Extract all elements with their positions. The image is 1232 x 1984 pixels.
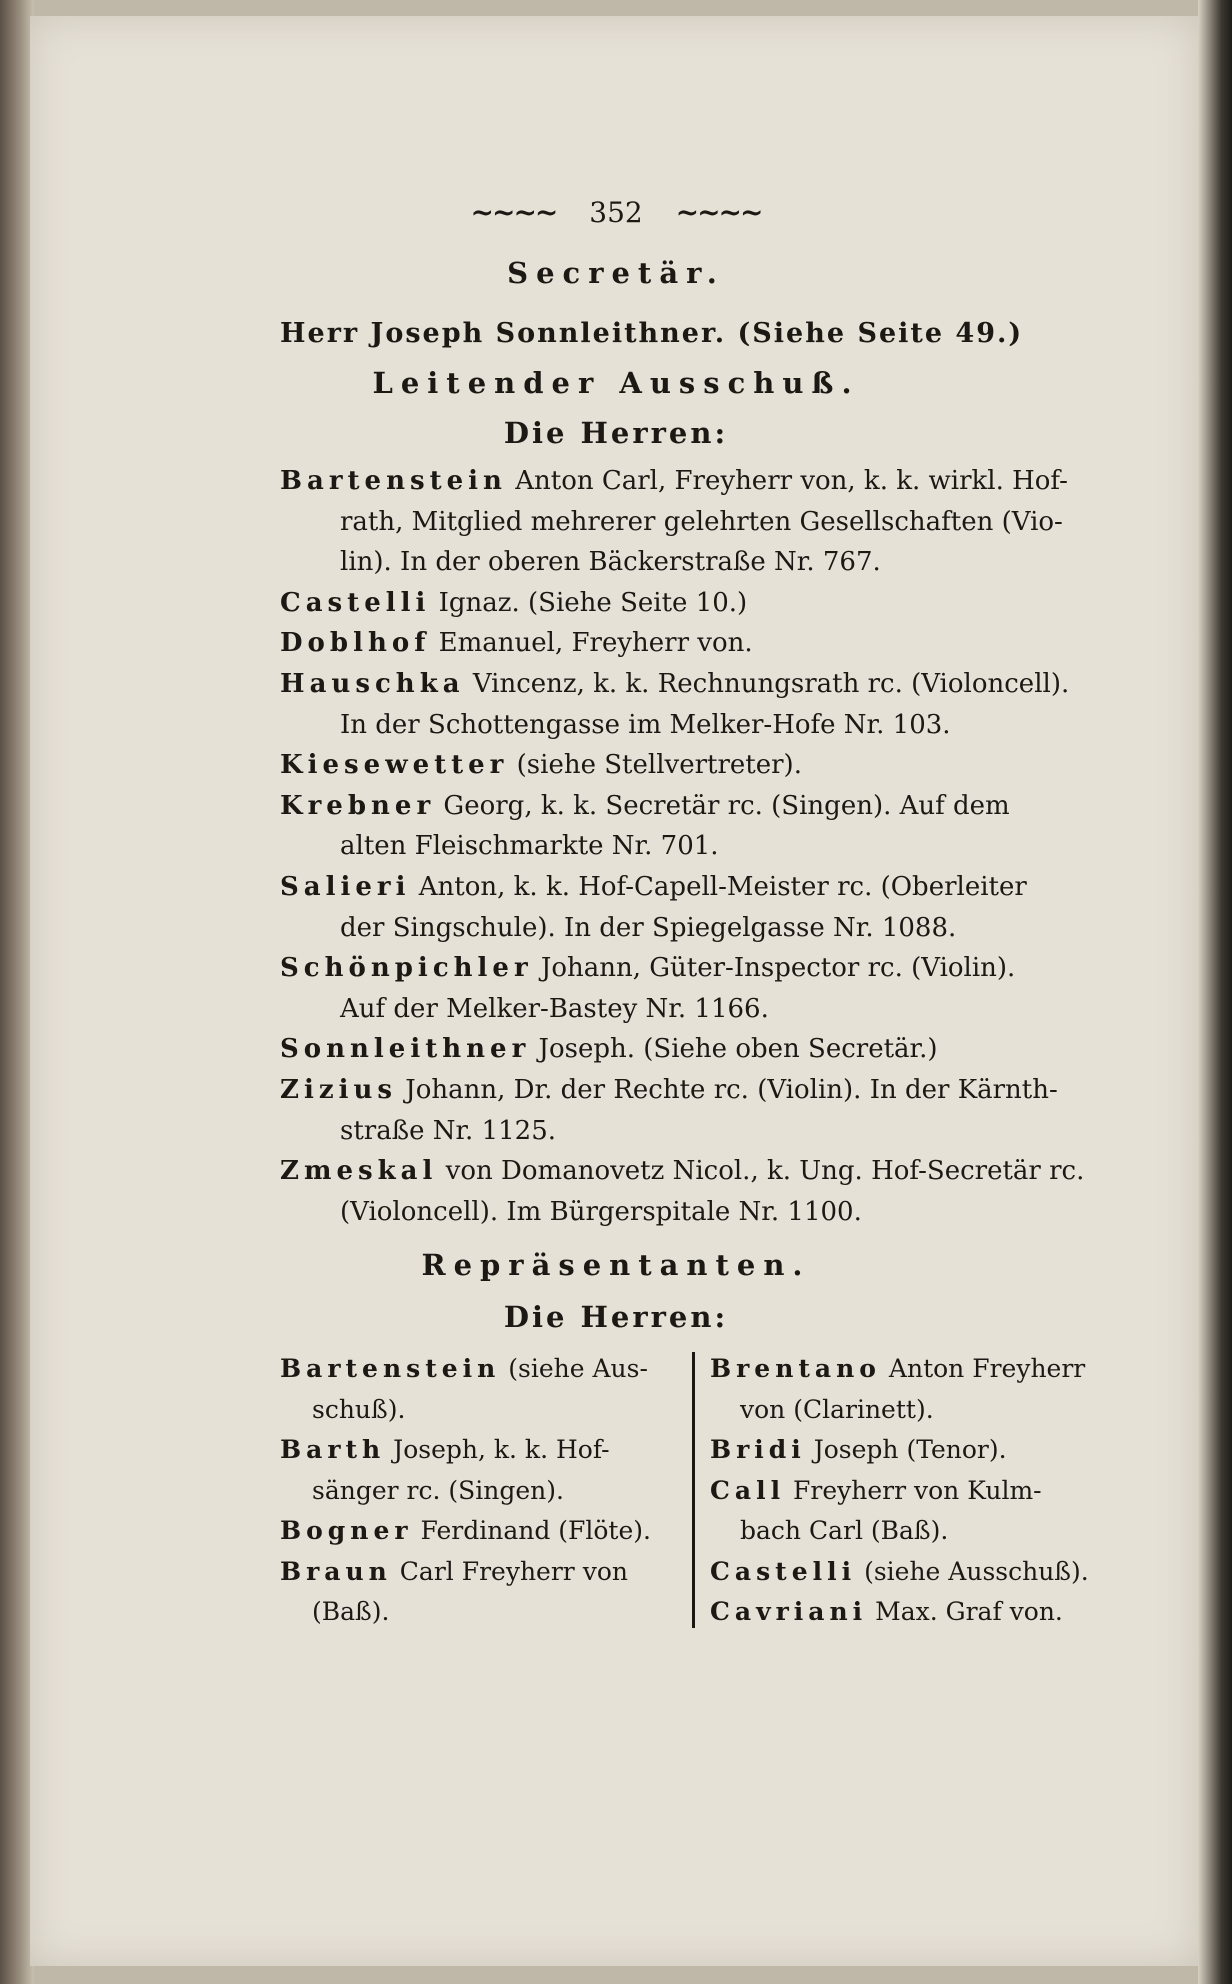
page-edge-shadow xyxy=(1198,0,1232,1984)
entry-text: Joseph (Tenor). xyxy=(805,1435,1007,1464)
right-ornament: ~~~~ xyxy=(675,196,762,229)
entry-text: Max. Graf von. xyxy=(867,1597,1063,1626)
entry-text: Vincenz, k. k. Rechnungsrath rc. (Violoncell). xyxy=(464,669,1070,699)
entry-text: Georg, k. k. Secretär rc. (Singen). Auf dem xyxy=(435,790,1010,821)
page-number: 352 xyxy=(589,196,643,229)
entry-continuation-line: alten Fleischmarkte Nr. 701. xyxy=(340,831,719,862)
entry-continuation-line: In der Schottengasse im Melker-Hofe Nr. 103. xyxy=(340,709,951,740)
entry-first-line xyxy=(280,1516,651,1545)
left-ornament: ~~~~ xyxy=(470,196,557,229)
representatives-subhead: Die Herren: xyxy=(503,1300,729,1334)
entry-name: Sonnleithner xyxy=(280,1034,531,1065)
entry-text: Carl Freyherr von xyxy=(391,1556,628,1586)
entry-name: Krebner xyxy=(280,790,436,821)
entry-first-line xyxy=(280,953,1015,983)
entry-text: Anton Carl, Freyherr von, k. k. wirkl. Hof- xyxy=(506,466,1068,496)
entry-name: Kiesewetter xyxy=(280,750,509,781)
entry-first-line xyxy=(280,750,802,780)
secretary-title: Secretär. xyxy=(507,256,725,290)
entry-name: Hauschka xyxy=(280,669,465,699)
entry-continuation-line: bach Carl (Baß). xyxy=(740,1516,949,1545)
entry-first-line xyxy=(280,628,753,658)
entry-first-line xyxy=(710,1476,1042,1505)
entry-continuation-line: rath, Mitglied mehrerer gelehrten Gesellschaften (Vio- xyxy=(340,506,1063,537)
entry-first-line xyxy=(280,791,1010,821)
entry-first-line xyxy=(280,1435,610,1464)
entry-first-line xyxy=(710,1354,1085,1383)
entry-first-line xyxy=(280,1354,648,1383)
entry-name: Doblhof xyxy=(280,628,431,659)
entry-first-line xyxy=(280,1156,1084,1186)
entry-continuation-line: (Baß). xyxy=(312,1597,390,1626)
committee-subhead: Die Herren: xyxy=(503,416,729,450)
entry-first-line xyxy=(280,1557,628,1586)
entry-name: Bogner xyxy=(280,1516,413,1545)
entry-text: Joseph. (Siehe oben Secretär.) xyxy=(530,1034,938,1065)
entry-text: Johann, Dr. der Rechte rc. (Violin). In der Kärnth- xyxy=(397,1075,1058,1105)
entry-continuation-line: Auf der Melker-Bastey Nr. 1166. xyxy=(340,993,769,1024)
entry-first-line xyxy=(280,466,1068,496)
page-header xyxy=(0,196,1232,229)
entry-name: Salieri xyxy=(280,872,411,902)
entry-text: (siehe Ausschuß). xyxy=(856,1556,1089,1586)
representatives-title: Repräsentanten. xyxy=(421,1248,811,1282)
entry-name: Barth xyxy=(280,1435,386,1464)
entry-name: Bridi xyxy=(710,1435,806,1464)
entry-first-line xyxy=(710,1597,1063,1626)
entry-text: von Domanovetz Nicol., k. Ung. Hof-Secretär rc. xyxy=(437,1156,1085,1187)
entry-continuation-line: (Violoncell). Im Bürgerspitale Nr. 1100. xyxy=(340,1196,862,1227)
entry-first-line xyxy=(280,872,1027,902)
entry-continuation-line: schuß). xyxy=(312,1394,406,1424)
entry-text: Ignaz. (Siehe Seite 10.) xyxy=(430,587,748,618)
entry-continuation-line: der Singschule). In der Spiegelgasse Nr. 1088. xyxy=(340,912,957,943)
entry-text: Anton, k. k. Hof-Capell-Meister rc. (Oberleiter xyxy=(410,872,1027,902)
entry-name: Cavriani xyxy=(710,1597,868,1626)
entry-text: Emanuel, Freyherr von. xyxy=(430,628,753,659)
entry-text: Anton Freyherr xyxy=(880,1354,1086,1383)
entry-name: Bartenstein xyxy=(280,1354,501,1383)
entry-name: Zizius xyxy=(280,1075,398,1105)
entry-text: (siehe Aus- xyxy=(500,1354,648,1383)
entry-name: Castelli xyxy=(280,587,431,618)
entry-name: Castelli xyxy=(710,1556,857,1586)
entry-first-line xyxy=(280,1034,938,1064)
entry-continuation-line: von (Clarinett). xyxy=(740,1394,934,1424)
book-page xyxy=(30,16,1198,1966)
entry-name: Zmeskal xyxy=(280,1156,438,1187)
entry-name: Call xyxy=(710,1475,786,1505)
entry-first-line xyxy=(710,1557,1089,1586)
entry-continuation-line: lin). In der oberen Bäckerstraße Nr. 767. xyxy=(340,547,881,578)
entry-text: Ferdinand (Flöte). xyxy=(412,1516,651,1545)
entry-first-line xyxy=(710,1435,1007,1464)
entry-name: Brentano xyxy=(710,1354,881,1383)
entry-name: Bartenstein xyxy=(280,466,507,496)
entry-text: (siehe Stellvertreter). xyxy=(508,750,802,781)
entry-continuation-line: sänger rc. (Singen). xyxy=(312,1475,564,1505)
entry-text: Joseph, k. k. Hof- xyxy=(385,1435,610,1464)
entry-first-line xyxy=(280,1075,1058,1105)
entry-continuation-line: straße Nr. 1125. xyxy=(340,1115,557,1146)
committee-title: Leitender Ausschuß. xyxy=(372,366,860,400)
book-spine-shadow xyxy=(0,0,34,1984)
entry-first-line xyxy=(280,669,1069,699)
entry-text: Johann, Güter-Inspector rc. (Violin). xyxy=(532,953,1016,984)
column-divider xyxy=(692,1352,695,1628)
entry-name: Braun xyxy=(280,1556,392,1586)
entry-name: Schönpichler xyxy=(280,953,533,984)
secretary-line: Herr Joseph Sonnleithner. (Siehe Seite 49.) xyxy=(280,318,1024,349)
entry-text: Freyherr von Kulm- xyxy=(785,1475,1042,1505)
entry-first-line xyxy=(280,588,747,618)
